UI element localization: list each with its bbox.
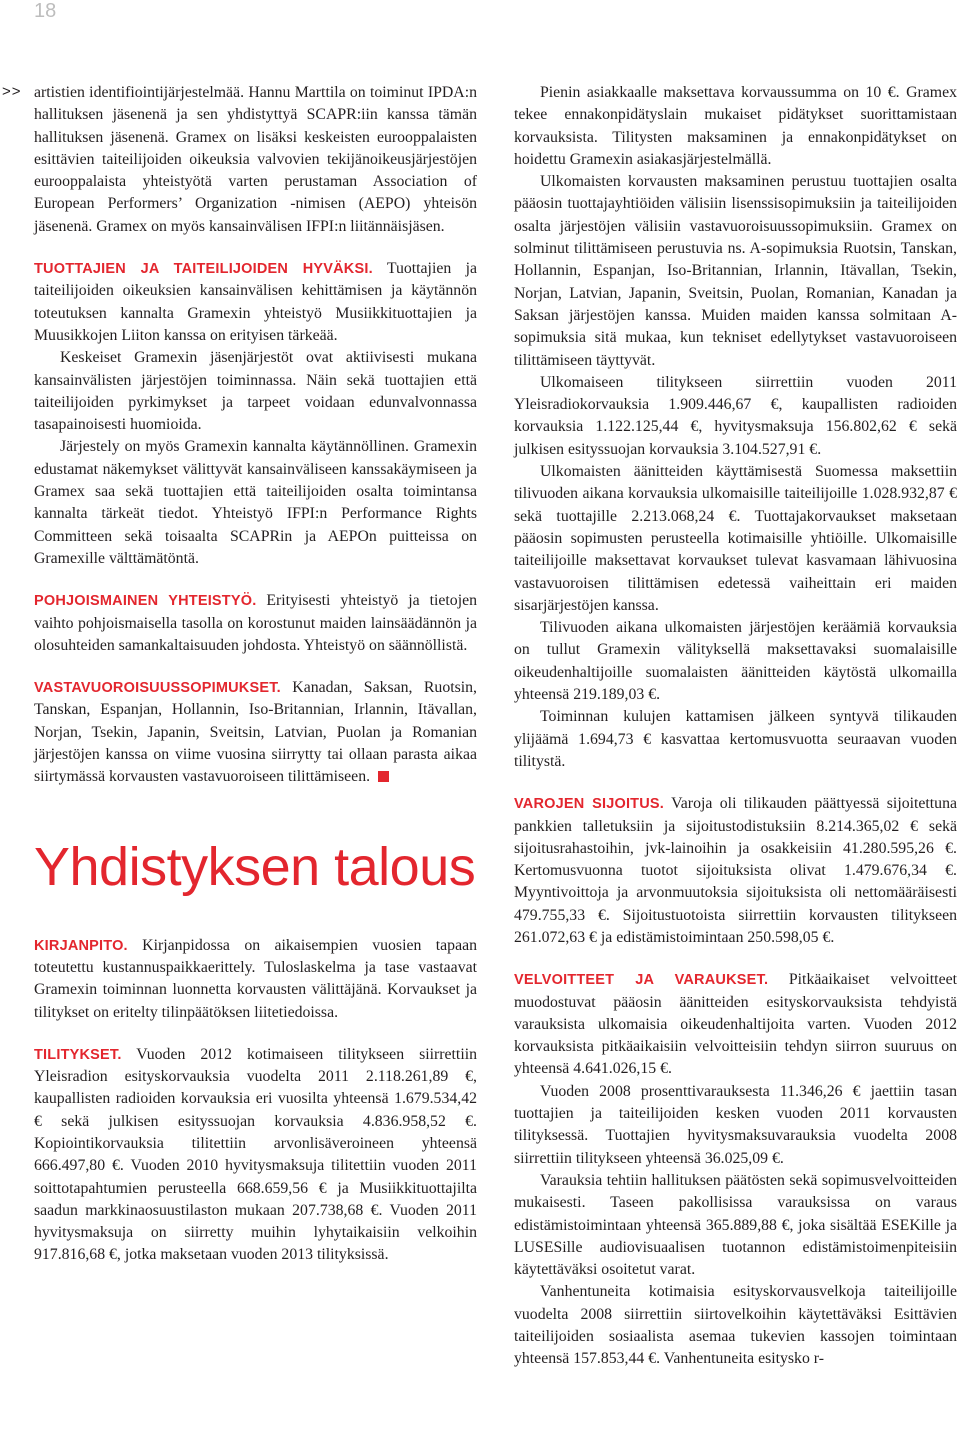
paragraph-vanhentuneita: Vanhentuneita kotimaisia esityskorvausvelkoja taiteilijoille vuodelta 2008 siirrettiin siirtovelkoihin käytettäväksi Esittävien taiteilijoiden sosiaalista asemaa tukevien kassojen toimintaan yhteensä 157.853,44 €. Vanhentuneita esitysko r- [514,1283,957,1368]
paragraph-varauksia: Varauksia tehtiin hallituksen päätösten sekä sopimusvelvoitteiden mukaisesti. Taseen pakollisissa varauksissa on varaus edistämistoimintaan yhteensä 365.889,88 €, joka sisältää ESEKille ja LUSESille audiovisuaalisen tuotannon edistämistoimenpiteisiin käytettäväksi osoitetut varat. [514,1171,957,1279]
page-number: 18 [34,0,57,22]
paragraph-pienin: Pienin asiakkaalle maksettava korvaussumma on 10 €. Gramex tekee ennakonpidätyslain mukaiset pidätykset suorittamistaan korvauksista. Tilitysten maksaminen ja ennakonpidätykset on hoidettu Gramexin asiakasjärjestelmällä. [514,84,957,168]
paragraph-toiminnan: Toiminnan kulujen kattamisen jälkeen syntyvä tilikauden ylijäämä 1.694,73 € kasvattaa kertomusvuotta seuraavan vuoden tilitystä. [514,708,957,770]
section-velvoitteet [514,969,957,1080]
intro-paragraph: artistien identifiointijärjestelmää. Hannu Marttila on toiminut IPDA:n hallituksen jäsenenä ja sen yhdistyttyä SCAPR:iin kanssa tämän hallituksen jäsenenä. Gramex on lisäksi keskeisten eurooppalaisten esittävien taiteilijoiden oikeuksia valvovien tekijänoikeusjärjestöjen eurooppalaista yhteistyötä varten perustaman Association of European Performers’ Organization -nimisen (AEPO) yhteisön jäsenenä. Gramex on myös kansainvälisen IFPI:n liitännäisjäsen. [34,84,477,235]
right-column [514,82,957,1371]
paragraph-kirjanpito: Kirjanpidossa on aikaisempien vuosien tapaan toteutettu kustannuspaikkaerittely. Tuloslaskelma ja tase vastaavat Gramexin toiminnan luonnetta korvausten välittäjänä. Korvaukset ja tilitykset on eritelty tilinpäätöksen liitetiedoissa. [34,936,477,1021]
section-varojen [514,793,957,949]
paragraph-velvoitteet: Pitkäaikaiset velvoitteet muodostuvat pääosin äänitteiden esityskorvauksista tehdyistä varauksista ulkomaisia oikeudenhaltijoita varten. Vuoden 2012 korvauksista pitkäaikaisiin velvoitteisiin tehdyn siirron suuruus on yhteensä 4.641.026,15 €. [514,971,957,1078]
section-vastavuoroisuus [34,677,477,788]
heading-velvoitteet: VELVOITTEET JA VARAUKSET. [514,972,769,989]
heading-tuottajien: TUOTTAJIEN JA TAITEILIJOIDEN HYVÄKSI. [34,261,373,278]
paragraph-tilivuoden: Tilivuoden aikana ulkomaisten järjestöjen keräämiä korvauksia on tullut Gramexin välityksellä maksettavaksi suomalaisille oikeudenhaltijoille suomalaisten äänitteiden käytöstä ulkomailla yhteensä 219.189,03 €. [514,619,957,704]
heading-vastavuoroisuus: VASTAVUOROISUUSSOPIMUKSET. [34,680,281,697]
paragraph-vastavuoroisuus: Kanadan, Saksan, Ruotsin, Tanskan, Espanjan, Hollannin, Iso-Britannian, Irlannin, Itävallan, Norjan, Tsekin, Japanin, Sveitsin, Latvian, Puolan ja Romanian järjestöjen kanssa on viime vuosina siirrytty tai ollaan parasta aikaa siirtymässä korvausten vastavuoroiseen tilittämiseen. [34,679,477,786]
section-tuottajien [34,258,477,347]
section-kirjanpito [34,935,477,1024]
end-mark-icon [378,771,389,782]
left-column [34,82,477,1267]
heading-varojen: VAROJEN SIJOITUS. [514,796,665,813]
heading-kirjanpito: KIRJANPITO. [34,937,128,954]
paragraph-varojen: Varoja oli tilikauden päättyessä sijoitettuna pankkien talletuksiin ja sijoitustodistuksiin 8.214.365,02 € sekä sijoitusrahastoihin, jvk-lainoihin ja osakkeisiin 41.280.595,26 €. Kertomusvuonna tuotot sijoituksista olivat 1.479.676,34 €. Myyntivoittoja ja arvonmuutoksia sijoituksista oli nettomääräisesti 479.755,33 €. Sijoitustuotoista siirrettiin korvausten tilitykseen 261.072,63 € ja edistämistoimintaan 250.598,05 €. [514,795,957,946]
paragraph-vuoden2008: Vuoden 2008 prosenttivarauksesta 11.346,26 € jaettiin tasan tuottajien ja taiteilijoiden kesken vuoden 2011 korvausten tilityksessä. Tuottajien hyvitysmaksuvarauksia vuodelta 2008 siirrettiin tilitykseen yhteensä 36.025,09 €. [514,1082,957,1167]
paragraph-ulkomaisten: Ulkomaisten korvausten maksaminen perustuu tuottajien osalta pääosin tuottajayhtiöiden välisiin lisenssisopimuksiin ja taiteilijoiden osalta järjestöjen välisiin vastavuoroisuussopimuksiin. Gramex on solminut tilittämiseen perustuvia ns. A-sopimuksia Ruotsin, Tanskan, Hollannin, Espanjan, Iso-Britannian, Irlannin, Itävallan, Tsekin, Norjan, Latvian, Japanin, Sveitsin, Puolan, Romanian, Kanadan ja Saksan järjestöjen kanssa. Muiden maiden kanssa solmitaan A-sopimuksia sitä mukaa, kun tekniset edellytykset vastavuoroiseen tilittämiseen täyttyvät. [514,173,957,369]
section-pohjoismainen [34,590,477,657]
continue-mark: >> [2,83,22,100]
heading-pohjoismainen: POHJOISMAINEN YHTEISTYÖ. [34,593,257,610]
paragraph-aanitteiden: Ulkomaisten äänitteiden käyttämisestä Suomessa maksettiin tilivuoden aikana korvauksia ulkomaisille taiteilijoille 1.028.932,87 € sekä tuottajille 2.213.068,24 €. Tuottajakorvaukset maksetaan pääosin sopimusten perusteella kotimaisille yhtiöille. Ulkomaisille taiteilijoille maksettavat korvaukset tulevat kasvamaan lähivuosina vastavuoroisen tilittämisen edetessä vaiheittain eri maiden sisarjärjestöjen kanssa. [514,463,957,614]
paragraph-tuottajien: Tuottajien ja taiteilijoiden oikeuksien kansainvälisen kehittämisen ja käytännön toteutuksen kannalta Gramexin yhteistyö Musiikkituottajien ja Muusikkojen Liiton kanssa on erityisen tärkeää. [34,260,477,344]
section-tilitykset [34,1044,477,1267]
paragraph-pohjoismainen: Erityisesti yhteistyö ja tietojen vaihto pohjoismaisella tasolla on korostunut maiden lainsäädännön ja olosuhteiden samankaltaisuuden johdosta. Yhteistyö on säännöllistä. [34,592,477,654]
paragraph-jarjestely: Järjestely on myös Gramexin kannalta käytännöllinen. Gramexin edustamat näkemykset välittyvät kansainväliseen kanssakäymiseen ja Gramex saa sekä tuottajien että taiteilijoiden osalta toimintansa kannalta tärkeät tiedot. Yhteistyö IFPI:n Performance Rights Committeen sekä toisaalta SCAPRin ja AEPOn puitteissa on Gramexille välttämätöntä. [34,438,477,567]
section-title: Yhdistyksen talous [34,836,476,897]
paragraph-tilitykset: Vuoden 2012 kotimaiseen tilitykseen siirrettiin Yleisradion esityskorvauksia vuodelta 2011 2.118.261,89 €, kaupallisten radioiden korvauksia eri vuosilta yhteensä 1.679.534,42 € sekä julkisen esityssuojan korvauksia 4.836.958,52 €. Kopiointikorvauksia tilitettiin arvonlisäveroineen yhteensä 666.497,80 €. Vuoden 2010 hyvitysmaksuja tilitettiin vuoden 2011 soittotapahtumien perusteella 668.659,56 € ja Musiikkituottajilta saadun markkinaosuustilaston mukaan 207.738,68 €. Vuoden 2011 hyvitysmaksuja on siirretty muihin lyhytaikaisiin velkoihin 917.816,68 €, jotka maksetaan vuoden 2013 tilityksissä. [34,1045,477,1264]
paragraph-keskeiset: Keskeiset Gramexin jäsenjärjestöt ovat aktiivisesti mukana kansainvälisten järjestöjen toiminnassa. Näin sekä tuottajien että taiteilijoiden pyrkimykset ja tarpeet voidaan edunvalvonnassa tasapainoisesti huomioida. [34,349,477,434]
paragraph-ulkomaiseen: Ulkomaiseen tilitykseen siirrettiin vuoden 2011 Yleisradiokorvauksia 1.909.446,67 €, kaupallisten radioiden korvauksia 1.122.125,44 €, hyvitysmaksuja 156.802,62 € sekä julkisen esityssuojan korvauksia 3.104.527,91 €. [514,373,957,458]
heading-tilitykset: TILITYKSET. [34,1046,122,1063]
